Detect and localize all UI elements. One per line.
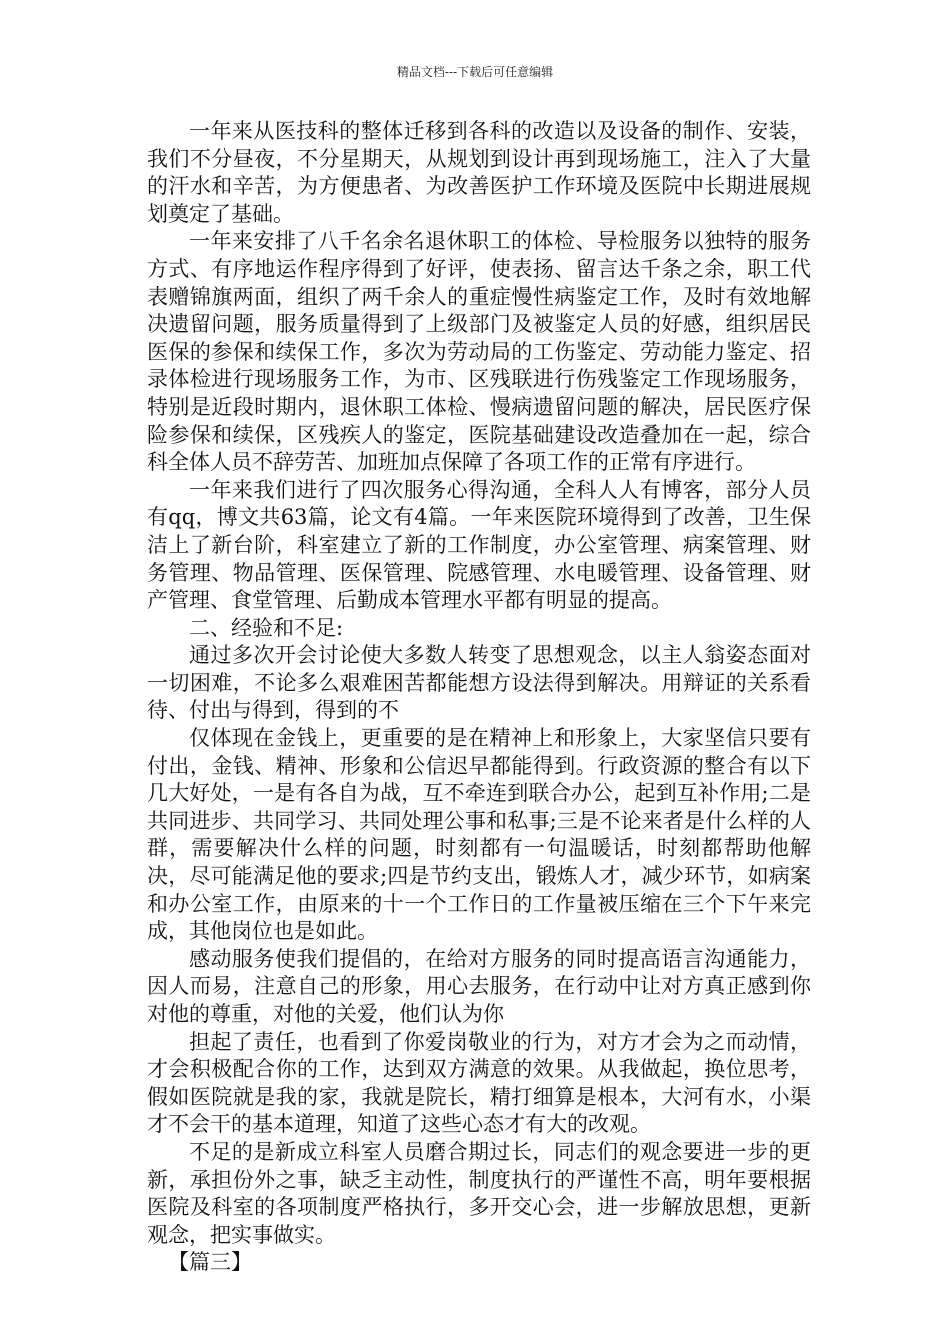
paragraph-1: 一年来从医技科的整体迁移到各科的改造以及设备的制作、安装，我们不分昼夜，不分星期天，从规划到设计再到现场施工，注入了大量的汗水和辛苦，为方便患者、为改善医护工作环境及医院中长期进展规划奠定了基础。 [147, 119, 811, 226]
paragraph-2: 一年来安排了八千名余名退休职工的体检、导检服务以独特的服务方式、有序地运作程序得到了好评，使表扬、留言达千条之余，职工代表赠锦旗两面，组织了两千余人的重症慢性病鉴定工作，及时有效地解决遗留问题，服务质量得到了上级部门及被鉴定人员的好感，组织居民医保的参保和续保工作，多次为劳动局的工伤鉴定、劳动能力鉴定、招录体检进行现场服务工作，为市、区残联进行伤残鉴定工作现场服务，特别是近段时期内，退休职工体检、慢病遗留问题的解决，居民医疗保险参保和续保，区残疾人的鉴定，医院基础建设改造叠加在一起，综合科全体人员不辞劳苦、加班加点保障了各项工作的正常有序进行。 [147, 229, 811, 475]
page-header: 精品文档---下载后可任意编辑 [396, 65, 554, 79]
paragraph-3: 一年来我们进行了四次服务心得沟通，全科人人有博客，部分人员有qq，博文共63篇，论文有4篇。一年来医院环境得到了改善，卫生保洁上了新台阶，科室建立了新的工作制度，办公室管理、病案管理、财务管理、物品管理、医保管理、院感管理、水电暖管理、设备管理、财产管理、食堂管理、后勤成本管理水平都有明显的提高。 [147, 477, 811, 613]
piece-label: 【篇三】 [168, 1250, 252, 1275]
section-title: 二、经验和不足: [189, 615, 344, 640]
paragraph-7: 担起了责任，也看到了你爱岗敬业的行为，对方才会为之而动情，才会积极配合你的工作，达到双方满意的效果。从我做起，换位思考，假如医院就是我的家，我就是院长，精打细算是根本，大河有水，小渠才不会干的基本道理，知道了这些心态才有大的改观。 [147, 1029, 811, 1137]
paragraph-8: 不足的是新成立科室人员磨合期过长，同志们的观念要进一步的更新，承担份外之事，缺乏主动性，制度执行的严谨性不高，明年要根据医院及科室的各项制度严格执行，多开交心会，进一步解放思想，更新观念，把实事做实。 [147, 1139, 811, 1247]
paragraph-5: 仅体现在金钱上，更重要的是在精神上和形象上，大家坚信只要有付出，金钱、精神、形象和公信迟早都能得到。行政资源的整合有以下几大好处，一是有各自为战，互不牵连到联合办公，起到互补作用;二是共同进步、共同学习、共同处理公事和私事;三是不论来者是什么样的人群，需要解决什么样的问题，时刻都有一句温暖话，时刻都帮助他解决，尽可能满足他的要求;四是节约支出，锻炼人才，减少环节，如病案和办公室工作，由原来的十一个工作日的工作量被压缩在三个下午来完成，其他岗位也是如此。 [147, 726, 811, 944]
paragraph-4: 通过多次开会讨论使大多数人转变了思想观念，以主人翁姿态面对一切困难，不论多么艰难困苦都能想方设法得到解决。用辩证的关系看待、付出与得到，得到的不 [147, 643, 811, 723]
document-body [147, 118, 811, 1277]
paragraph-6: 感动服务使我们提倡的，在给对方服务的同时提高语言沟通能力，因人而易，注意自己的形象，用心去服务，在行动中让对方真正感到你对他的尊重，对他的关爱，他们认为你 [147, 946, 811, 1026]
